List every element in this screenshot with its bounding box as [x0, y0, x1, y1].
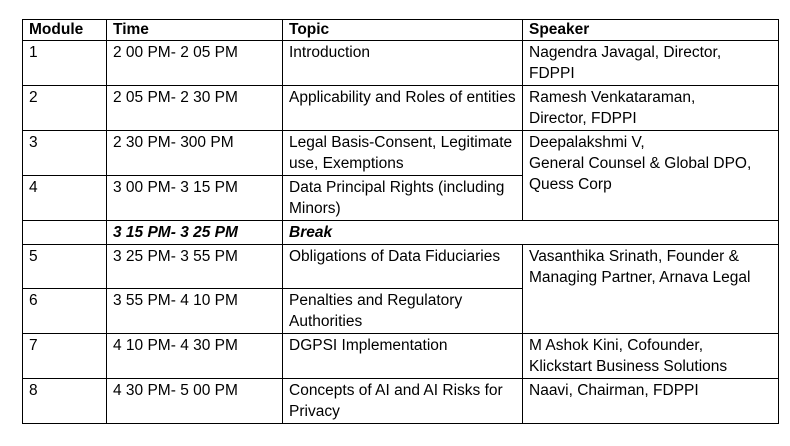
table-row	[23, 379, 779, 424]
topic-cell: Obligations of Data Fiduciaries	[283, 245, 523, 289]
agenda-table	[22, 19, 779, 424]
topic-cell: DGPSI Implementation	[283, 334, 523, 379]
topic-cell: Penalties and Regulatory Authorities	[283, 289, 523, 334]
speaker-cell	[523, 41, 779, 86]
speaker-name: Naavi, Chairman, FDPPI	[529, 382, 699, 399]
table-row	[23, 334, 779, 379]
speaker-name: Nagendra Javagal, Director,	[529, 44, 722, 61]
speaker-org: Klickstart Business Solutions	[529, 358, 728, 375]
module-cell: 2	[23, 86, 107, 131]
header-module: Module	[23, 20, 107, 41]
time-cell: 4 10 PM- 4 30 PM	[107, 334, 283, 379]
speaker-cell	[523, 245, 779, 334]
table-row	[23, 41, 779, 86]
header-speaker: Speaker	[523, 20, 779, 41]
topic-cell: Introduction	[283, 41, 523, 86]
break-time-cell: 3 15 PM- 3 25 PM	[107, 221, 283, 245]
time-cell: 3 25 PM- 3 55 PM	[107, 245, 283, 289]
time-cell: 4 30 PM- 5 00 PM	[107, 379, 283, 424]
break-label: Break	[283, 221, 779, 245]
table-row	[23, 86, 779, 131]
module-cell: 3	[23, 131, 107, 176]
speaker-org: Managing Partner, Arnava Legal	[529, 269, 751, 286]
speaker-cell	[523, 379, 779, 424]
time-cell: 3 00 PM- 3 15 PM	[107, 176, 283, 221]
module-cell: 4	[23, 176, 107, 221]
speaker-org: Quess Corp	[529, 176, 612, 193]
time-cell: 3 55 PM- 4 10 PM	[107, 289, 283, 334]
speaker-name: Deepalakshmi V,	[529, 134, 645, 151]
header-row	[23, 20, 779, 41]
speaker-name: Vasanthika Srinath, Founder &	[529, 248, 739, 265]
module-cell: 6	[23, 289, 107, 334]
speaker-cell	[523, 86, 779, 131]
speaker-role: General Counsel & Global DPO,	[529, 155, 752, 172]
speaker-name: M Ashok Kini, Cofounder,	[529, 337, 704, 354]
module-cell	[23, 221, 107, 245]
topic-cell: Concepts of AI and AI Risks for Privacy	[283, 379, 523, 424]
speaker-cell	[523, 131, 779, 221]
speaker-org: Director, FDPPI	[529, 110, 637, 127]
topic-cell: Data Principal Rights (including Minors)	[283, 176, 523, 221]
module-cell: 8	[23, 379, 107, 424]
speaker-cell	[523, 334, 779, 379]
table-row	[23, 131, 779, 176]
topic-cell: Legal Basis-Consent, Legitimate use, Exemptions	[283, 131, 523, 176]
topic-cell: Applicability and Roles of entities	[283, 86, 523, 131]
module-cell: 7	[23, 334, 107, 379]
speaker-org: FDPPI	[529, 65, 575, 82]
module-cell: 1	[23, 41, 107, 86]
time-cell: 2 05 PM- 2 30 PM	[107, 86, 283, 131]
time-cell: 2 30 PM- 300 PM	[107, 131, 283, 176]
break-row	[23, 221, 779, 245]
header-topic: Topic	[283, 20, 523, 41]
module-cell: 5	[23, 245, 107, 289]
table-row	[23, 245, 779, 289]
speaker-name: Ramesh Venkataraman,	[529, 89, 696, 106]
header-time: Time	[107, 20, 283, 41]
time-cell: 2 00 PM- 2 05 PM	[107, 41, 283, 86]
